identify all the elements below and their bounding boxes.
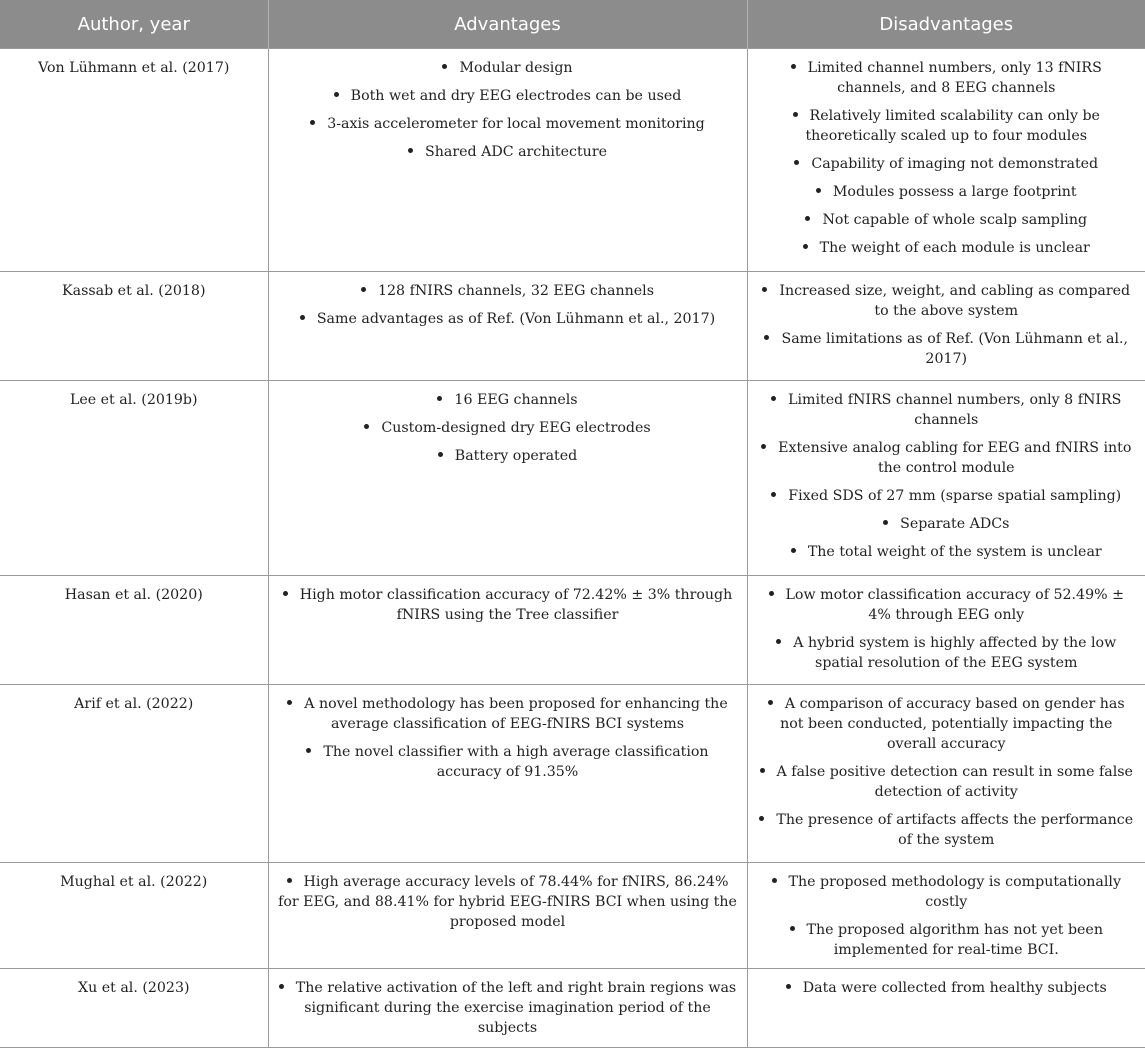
author-cell: Arif et al. (2022) [0, 685, 268, 863]
disadvantage-item: Not capable of whole scalp sampling [756, 210, 1138, 230]
disadvantage-item: Data were collected from healthy subjects [756, 978, 1138, 998]
disadvantage-item: The proposed algorithm has not yet been implemented for real-time BCI. [756, 920, 1138, 960]
disadvantage-item: A hybrid system is highly affected by the low spatial resolution of the EEG system [756, 633, 1138, 673]
advantages-cell [268, 969, 747, 1048]
table-row [0, 685, 1145, 863]
table-row [0, 381, 1145, 576]
author-cell: Von Lühmann et al. (2017) [0, 49, 268, 272]
advantage-item: The relative activation of the left and right brain regions was significant during the exercise imagination period of the subjects [277, 978, 739, 1038]
advantages-cell [268, 685, 747, 863]
disadvantage-item: A comparison of accuracy based on gender has not been conducted, potentially impacting the overall accuracy [756, 694, 1138, 754]
table-header [0, 0, 1145, 49]
disadvantage-item: Modules possess a large footprint [756, 182, 1138, 202]
advantage-item: Same advantages as of Ref. (Von Lühmann et al., 2017) [277, 309, 739, 329]
advantages-cell [268, 272, 747, 381]
disadvantage-item: Limited fNIRS channel numbers, only 8 fNIRS channels [756, 390, 1138, 430]
advantages-cell [268, 863, 747, 969]
advantage-item: High average accuracy levels of 78.44% for fNIRS, 86.24% for EEG, and 88.41% for hybrid EEG-fNIRS BCI when using the proposed model [278, 874, 737, 930]
advantage-item: Custom-designed dry EEG electrodes [277, 418, 739, 438]
disadvantages-cell [747, 272, 1145, 381]
advantage-item: The novel classifier with a high average classification accuracy of 91.35% [277, 742, 739, 782]
disadvantage-item: Fixed SDS of 27 mm (sparse spatial sampling) [756, 486, 1138, 506]
advantage-item: Modular design [277, 58, 739, 78]
advantage-item: Battery operated [277, 446, 739, 466]
disadvantage-item: Limited channel numbers, only 13 fNIRS channels, and 8 EEG channels [756, 58, 1138, 98]
advantages-cell [268, 49, 747, 272]
header-author-year: Author, year [0, 0, 268, 49]
disadvantage-item: Separate ADCs [756, 514, 1138, 534]
header-advantages: Advantages [268, 0, 747, 49]
disadvantages-cell [747, 576, 1145, 685]
disadvantage-item: Same limitations as of Ref. (Von Lühmann et al., 2017) [756, 329, 1138, 369]
disadvantage-item: Increased size, weight, and cabling as compared to the above system [756, 281, 1138, 321]
author-cell: Xu et al. (2023) [0, 969, 268, 1048]
author-cell: Mughal et al. (2022) [0, 863, 268, 969]
advantage-item: 16 EEG channels [277, 390, 739, 410]
advantages-cell [268, 576, 747, 685]
disadvantage-item: The proposed methodology is computationally costly [756, 872, 1138, 912]
disadvantage-item: Relatively limited scalability can only be theoretically scaled up to four modules [756, 106, 1138, 146]
disadvantage-item: Extensive analog cabling for EEG and fNIRS into the control module [756, 438, 1138, 478]
disadvantages-cell [747, 381, 1145, 576]
author-cell: Kassab et al. (2018) [0, 272, 268, 381]
advantage-item: Both wet and dry EEG electrodes can be used [277, 86, 739, 106]
author-cell: Hasan et al. (2020) [0, 576, 268, 685]
advantage-item: High motor classification accuracy of 72.42% ± 3% through fNIRS using the Tree classifier [277, 585, 739, 625]
advantage-item: 128 fNIRS channels, 32 EEG channels [277, 281, 739, 301]
disadvantage-item: Capability of imaging not demonstrated [756, 154, 1138, 174]
disadvantage-item: The presence of artifacts affects the performance of the system [756, 810, 1138, 850]
advantages-cell [268, 381, 747, 576]
disadvantages-cell [747, 863, 1145, 969]
disadvantages-cell [747, 685, 1145, 863]
disadvantage-item: A false positive detection can result in some false detection of activity [756, 762, 1138, 802]
table-row [0, 969, 1145, 1048]
author-cell: Lee et al. (2019b) [0, 381, 268, 576]
table-row [0, 49, 1145, 272]
advantage-item: A novel methodology has been proposed for enhancing the average classification of EEG-fNIRS BCI systems [277, 694, 739, 734]
header-disadvantages: Disadvantages [747, 0, 1145, 49]
table-row [0, 863, 1145, 969]
advantage-item: 3-axis accelerometer for local movement monitoring [277, 114, 739, 134]
table-row [0, 576, 1145, 685]
disadvantage-item: The weight of each module is unclear [756, 238, 1138, 258]
disadvantages-cell [747, 49, 1145, 272]
disadvantages-cell [747, 969, 1145, 1048]
table-row [0, 272, 1145, 381]
disadvantage-item: Low motor classification accuracy of 52.49% ± 4% through EEG only [756, 585, 1138, 625]
disadvantage-item: The total weight of the system is unclear [756, 542, 1138, 562]
advantage-item: Shared ADC architecture [277, 142, 739, 162]
